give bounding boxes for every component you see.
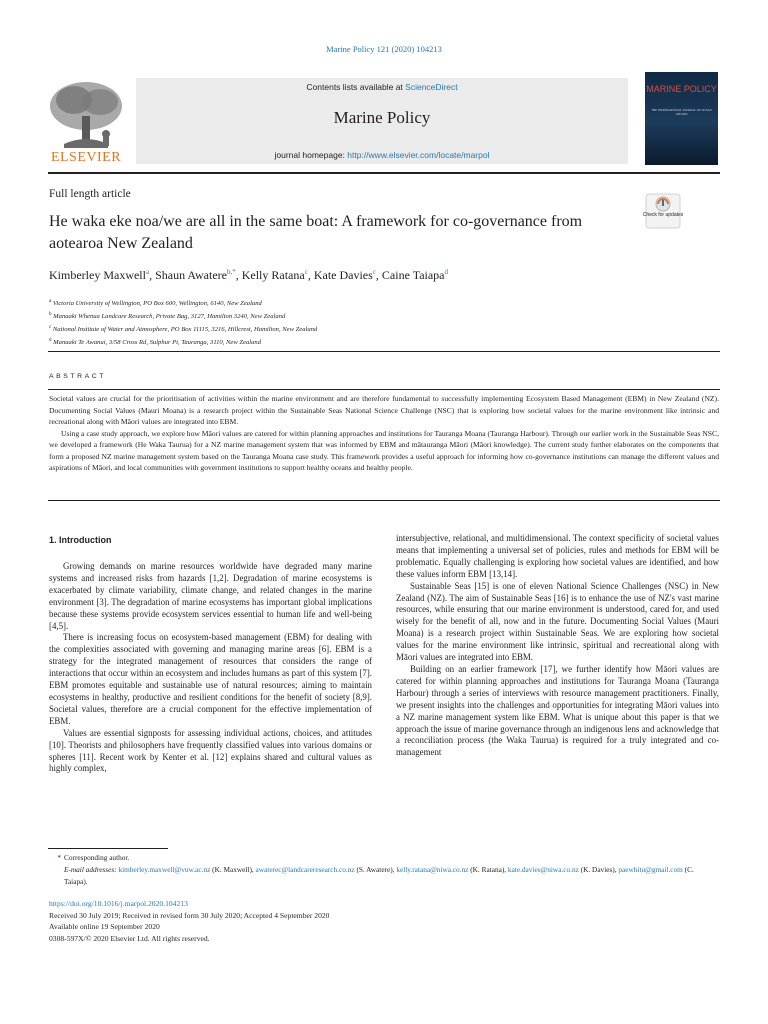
author-name[interactable]: Kelly Ratana bbox=[241, 268, 305, 282]
author-affiliation-mark[interactable]: c bbox=[372, 268, 376, 276]
article-title: He waka eke noa/we are all in the same boat: A framework for co-governance from aotearoa New Zealand bbox=[49, 213, 583, 252]
email-owner: (K. Ratana), bbox=[468, 865, 508, 874]
contents-availability bbox=[136, 82, 628, 92]
affiliation-item bbox=[49, 322, 317, 335]
sciencedirect-link[interactable]: ScienceDirect bbox=[405, 82, 458, 92]
publication-info bbox=[49, 898, 719, 944]
available-online-date: Available online 19 September 2020 bbox=[49, 922, 160, 931]
cover-title: MARINE POLICY bbox=[646, 84, 717, 94]
email-link[interactable]: kelly.ratana@niwa.co.nz bbox=[396, 865, 469, 874]
email-owner: (K. Davies), bbox=[578, 865, 619, 874]
affiliation-mark: c bbox=[49, 325, 52, 330]
body-column-left bbox=[49, 561, 372, 775]
author-name[interactable]: Kate Davies bbox=[313, 268, 373, 282]
homepage-prefix: journal homepage: bbox=[274, 150, 348, 160]
affiliations bbox=[49, 296, 317, 348]
check-for-updates-label[interactable]: Check for updates bbox=[642, 212, 684, 218]
footnotes bbox=[49, 852, 719, 888]
corresponding-author-text: Corresponding author. bbox=[64, 853, 130, 862]
homepage-link[interactable]: http://www.elsevier.com/locate/marpol bbox=[347, 150, 490, 160]
abstract-heading: ABSTRACT bbox=[49, 373, 107, 380]
article-type: Full length article bbox=[49, 188, 131, 200]
footnote-divider bbox=[48, 848, 168, 849]
body-paragraph: Sustainable Seas [15] is one of eleven National Science Challenges (NSC) in New Zealand (NZ). The aim of Sustainable Seas [16] is to enhance the use of NZ's vast marine resources, while ensuring that our marine environment is understood, cared for, and used wisely for the benefit of all, now and in the future. Documenting Social Values (Mauri Moana) is a research project within Sustainable Seas. We are exploring how societal values for the marine environment like intrinsic, spiritual and recreational along with Māori values are integrated into EBM. bbox=[396, 580, 719, 663]
author-affiliation-mark[interactable]: b,* bbox=[226, 268, 236, 276]
author-list: Kimberley Maxwell$^a$, Shaun Awatere$^{b,*}$, Kelly Ratana$^c$, Kate Davies$^c$, Caine Taiapa$^d$ bbox=[49, 268, 448, 282]
email-owner: (K. Maxwell), bbox=[210, 865, 256, 874]
email-owner: (C. Taiapa). bbox=[64, 865, 694, 886]
abstract-bottom-divider bbox=[48, 500, 720, 501]
affiliation-item bbox=[49, 335, 317, 348]
email-owner: (S. Awatere), bbox=[354, 865, 397, 874]
email-link[interactable]: awaterec@landcareresearch.co.nz bbox=[255, 865, 355, 874]
copyright-notice: 0308-597X/© 2020 Elsevier Ltd. All rights reserved. bbox=[49, 933, 210, 943]
corresponding-author-note bbox=[49, 852, 719, 864]
affiliation-text: Manaaki Te Awanui, 3/58 Cross Rd, Sulphur Pt, Tauranga, 3110, New Zealand bbox=[53, 339, 262, 346]
abstract-paragraph: Using a case study approach, we explore how Māori values are catered for within planning approaches and institutions for Tauranga Moana (Tauranga Harbour). Through our earlier work in the Sustainable Seas NSC, we developed a framework (He Waka Taurua) for a NZ marine management system that was informed by EBM and mātauranga Māori (Māori knowledge). The current study further elaborates on the components that form a proposed NZ marine management system based on the Tauranga Moana case study. This framework provides a useful approach for informing how co-governance institutions can manage the different values and aspirations of Māori, and local communities with government institutions to support healthy oceans and healthy people. bbox=[49, 428, 719, 472]
author-name[interactable]: Kimberley Maxwell bbox=[49, 268, 146, 282]
received-dates: Received 30 July 2019; Received in revised form 30 July 2020; Accepted 4 September 2020 bbox=[49, 910, 330, 920]
affiliation-text: Manaaki Whenua Landcare Research, Private Bag, 3127, Hamilton 3240, New Zealand bbox=[53, 313, 286, 320]
check-for-updates-icon[interactable] bbox=[645, 193, 681, 229]
journal-masthead bbox=[136, 78, 628, 164]
publisher-wordmark: ELSEVIER bbox=[50, 150, 122, 165]
author-affiliation-mark[interactable]: c bbox=[304, 268, 308, 276]
journal-cover-image[interactable] bbox=[645, 72, 718, 165]
footnote-mark: * bbox=[57, 853, 61, 862]
contents-prefix: Contents lists available at bbox=[306, 82, 406, 92]
email-link[interactable]: kate.davies@niwa.co.nz bbox=[507, 865, 579, 874]
body-paragraph: intersubjective, relational, and multidimensional. The context specificity of societal values means that implementing a universal set of policies, rules and methods for EBM will be problematic. Equally challenging is exploring how societal values are identified, and how these values inform EBM [13,14]. bbox=[396, 533, 719, 579]
email-addresses bbox=[49, 864, 719, 888]
body-paragraph: Growing demands on marine resources worldwide have degraded many marine systems and increased risks from hazards [1,2]. Degradation of marine ecosystems is exacerbated by climate variability, climate change, and related changes in the marine environment [3]. The degradation of marine ecosystems has important global implications because these systems provide ecosystem services essential to human life and well-being [4,5]. bbox=[49, 561, 372, 631]
journal-homepage bbox=[136, 150, 628, 160]
affiliation-item bbox=[49, 296, 317, 309]
journal-title: Marine Policy bbox=[333, 108, 431, 127]
header-divider bbox=[48, 172, 720, 174]
abstract-body bbox=[49, 393, 719, 474]
email-link[interactable]: kimberley.maxwell@vuw.ac.nz bbox=[118, 865, 211, 874]
email-link[interactable]: paewhitu@gmail.com bbox=[618, 865, 683, 874]
author-affiliation-mark[interactable]: a bbox=[145, 268, 150, 276]
abstract-top-divider bbox=[48, 351, 720, 352]
journal-citation[interactable]: Marine Policy 121 (2020) 104213 bbox=[326, 44, 442, 54]
author-affiliation-mark[interactable]: d bbox=[444, 268, 448, 276]
email-label: E-mail addresses: bbox=[64, 865, 117, 874]
author-name[interactable]: Shaun Awatere bbox=[155, 268, 227, 282]
doi-link[interactable]: https://doi.org/10.1016/j.marpol.2020.104213 bbox=[49, 899, 188, 908]
affiliation-text: National Institute of Water and Atmosphere, PO Box 11115, 3216, Hillcrest, Hamilton, New Zealand bbox=[52, 326, 318, 333]
affiliation-text: Victoria University of Wellington, PO Box 600, Wellington, 6140, New Zealand bbox=[52, 300, 262, 307]
body-paragraph: There is increasing focus on ecosystem-based management (EBM) for dealing with the complexities associated with governing and managing marine areas [6]. EBM is a strategy for the integrated management of resources that considers the range of interactions that occur within an ecosystem and includes humans as part of this system [7]. EBM promotes equitable and sustainable use of natural resources; aiming to maintain ecosystems in healthy, productive and resilient conditions for the benefit of society [8,9]. Societal values, therefore are a crucial component for the effective implementation of EBM. bbox=[49, 632, 372, 726]
affiliation-mark: d bbox=[49, 338, 52, 343]
affiliation-item bbox=[49, 309, 317, 322]
body-column-right bbox=[396, 533, 719, 759]
abstract-heading-divider bbox=[48, 389, 720, 390]
cover-subtitle: THE INTERNATIONAL JOURNAL OF OCEAN AFFAIRS bbox=[651, 108, 712, 116]
section-heading: 1. Introduction bbox=[49, 535, 112, 545]
body-paragraph: Building on an earlier framework [17], we further identify how Māori values are catered for within planning approaches and institutions for Tauranga Moana (Tauranga Harbour) through a series of interviews with resource management practitioners. Finally, we present insights into the challenges and opportunities for integrating Māori values into a NZ marine management system like EBM. What is unique about this paper is that we approach the issue of marine governance through an indigenous lens and acknowledge that a reconciliation process (the Waka Taurua) is required for a truly integrated and co-management bbox=[396, 663, 719, 758]
abstract-paragraph: Societal values are crucial for the prioritisation of activities within the marine environment and are therefore fundamental to successfully implementing Ecosystem Based Management (EBM) in New Zealand (NZ). Documenting Social Values (Mauri Moana) is a research project within the Sustainable Seas National Science Challenge (NSC) that is exploring how societal values for the marine environment like intrinsic and recreational along with Māori values are integrated into EBM. bbox=[49, 394, 719, 426]
author-name[interactable]: Caine Taiapa bbox=[381, 268, 445, 282]
affiliation-mark: a bbox=[49, 299, 52, 304]
affiliation-mark: b bbox=[49, 312, 52, 317]
body-paragraph: Values are essential signposts for assessing individual actions, choices, and attitudes [10]. Theorists and philosophers have frequently classified values into various domains or spheres [11]. Recent work by Kenter et al. [12] explains shared and cultural values as highly complex, bbox=[49, 727, 372, 774]
